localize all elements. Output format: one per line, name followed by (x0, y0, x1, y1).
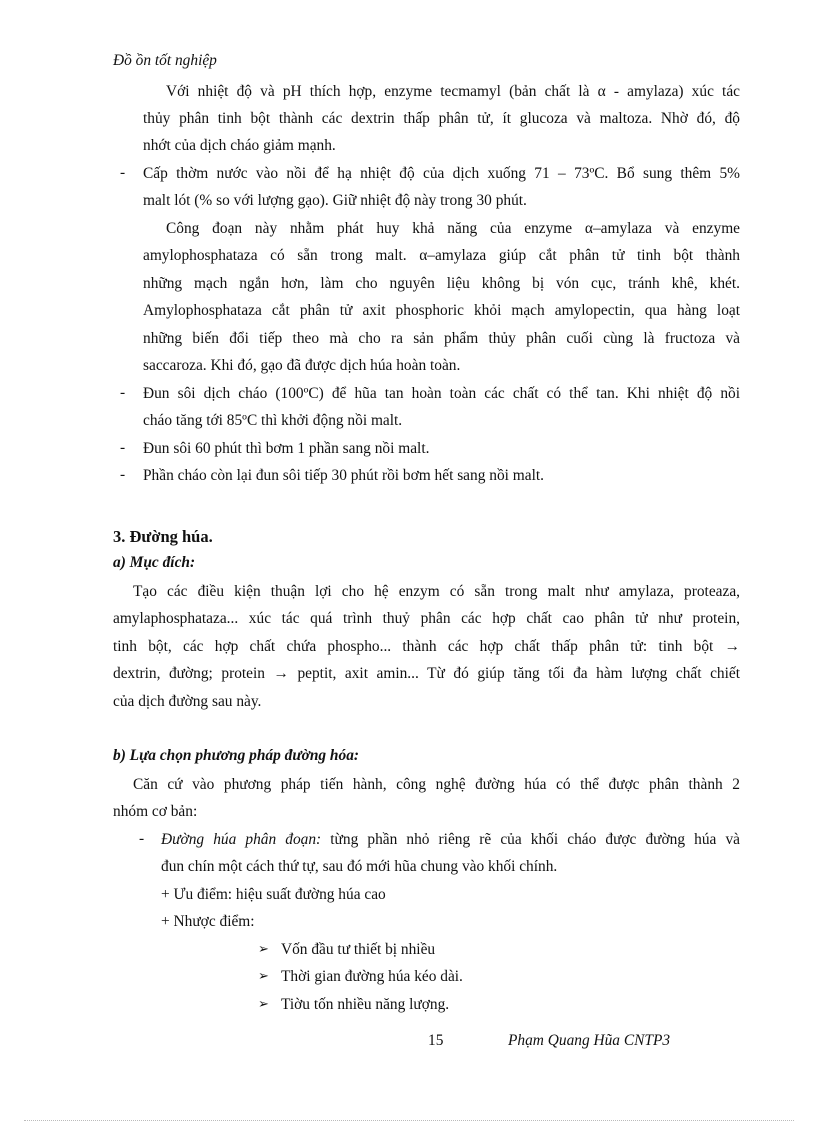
bullet-line: Đun sôi 60 phút thì bơm 1 phần sang nồi malt. (143, 440, 430, 457)
bullet-dash: - (120, 466, 126, 483)
bullet-line: Đun sôi dịch cháo (100ºC) để hũa tan hoàn toàn các chất có thể tan. Khi nhiệt độ nồi (143, 385, 740, 402)
paragraph-line: Tạo các điều kiện thuận lợi cho hệ enzym có sẵn trong malt như amylaza, proteaza, (133, 583, 740, 600)
paragraph-line: nhớt của dịch cháo giảm mạnh. (143, 137, 336, 154)
paragraph-line: amylaphosphataza... xúc tác quá trình thuỷ phân các hợp chất cao phân tử như protein, (113, 610, 740, 627)
bullet-dash: - (120, 439, 126, 456)
section-heading: 3. Đường húa. (113, 527, 213, 546)
page-header: Đồ ồn tốt nghiệp (113, 52, 217, 69)
paragraph-line: thủy phân tinh bột thành các dextrin thấp phân tử, ít glucoza và maltoza. Nhờ đó, độ (143, 110, 740, 127)
list-item: Tiờu tốn nhiều năng lượng. (281, 996, 450, 1013)
page-number: 15 (428, 1032, 444, 1049)
method-description: từng phần nhỏ riêng rẽ của khối cháo được đường húa và (321, 831, 740, 848)
arrow-bullet-icon: ➢ (258, 996, 269, 1011)
paragraph-line: những biến đổi tiếp theo mà cho ra sản phẩm thủy phân cuối cùng là fructoza và (143, 330, 740, 347)
paragraph-line: dextrin, đường; protein → peptit, axit amin... Từ đó giúp tăng tối đa hàm lượng chất chiết (113, 665, 740, 682)
arrow-bullet-icon: ➢ (258, 941, 269, 956)
disadvantage-line: + Nhược điểm: (161, 913, 255, 930)
paragraph-line: những mạch ngắn hơn, làm cho nguyên liệu không bị vón cục, tránh khê, khét. (143, 275, 740, 292)
bullet-line: đun chín một cách thứ tự, sau đó mới hũa chung vào khối chính. (161, 858, 558, 875)
paragraph-line: Căn cứ vào phương pháp tiến hành, công nghệ đường húa có thể được phân thành 2 (133, 776, 740, 793)
method-name: Đường húa phân đoạn: (161, 831, 322, 848)
paragraph-line: Với nhiệt độ và pH thích hợp, enzyme tecmamyl (bản chất là α - amylaza) xúc tác (166, 83, 740, 100)
advantage-line: + Ưu điểm: hiệu suất đường húa cao (161, 886, 386, 903)
footer-author: Phạm Quang Hũa CNTP3 (508, 1032, 671, 1049)
paragraph-line: saccaroza. Khi đó, gạo đã được dịch húa hoàn toàn. (143, 357, 461, 374)
list-item: Vốn đầu tư thiết bị nhiều (281, 941, 436, 958)
bullet-dash: - (120, 164, 126, 181)
paragraph-line: amylophosphataza có sẵn trong malt. α–amylaza giúp cắt phân tử tinh bột thành (143, 247, 740, 264)
paragraph-line: nhóm cơ bản: (113, 803, 198, 820)
subheading-purpose: a) Mục đích: (113, 554, 196, 571)
bullet-line: cháo tăng tới 85ºC thì khởi động nồi malt. (143, 412, 403, 429)
bullet-dash: - (139, 830, 145, 847)
bullet-line: malt lót (% so với lượng gạo). Giữ nhiệt độ này trong 30 phút. (143, 192, 527, 209)
list-item: Thời gian đường húa kéo dài. (281, 968, 463, 985)
page-bottom-border (24, 1120, 794, 1121)
arrow-bullet-icon: ➢ (258, 968, 269, 983)
bullet-line: Cấp thờm nước vào nồi để hạ nhiệt độ của dịch xuống 71 – 73ºC. Bổ sung thêm 5% (143, 165, 740, 182)
bullet-dash: - (120, 384, 126, 401)
subheading-method: b) Lựa chọn phương pháp đường hóa: (113, 747, 360, 764)
bullet-line (161, 830, 740, 850)
bullet-line: Phần cháo còn lại đun sôi tiếp 30 phút rồi bơm hết sang nồi malt. (143, 467, 544, 484)
paragraph-line: của dịch đường sau này. (113, 693, 262, 710)
paragraph-line: Amylophosphataza cắt phân tử axit phosphoric khỏi mạch amylopectin, qua hàng loạt (143, 302, 740, 319)
paragraph-line: tinh bột, các hợp chất chứa phospho... thành các hợp chất thấp phân tử: tinh bột → (113, 638, 740, 655)
paragraph-line: Công đoạn này nhằm phát huy khả năng của enzyme α–amylaza và enzyme (166, 220, 740, 237)
